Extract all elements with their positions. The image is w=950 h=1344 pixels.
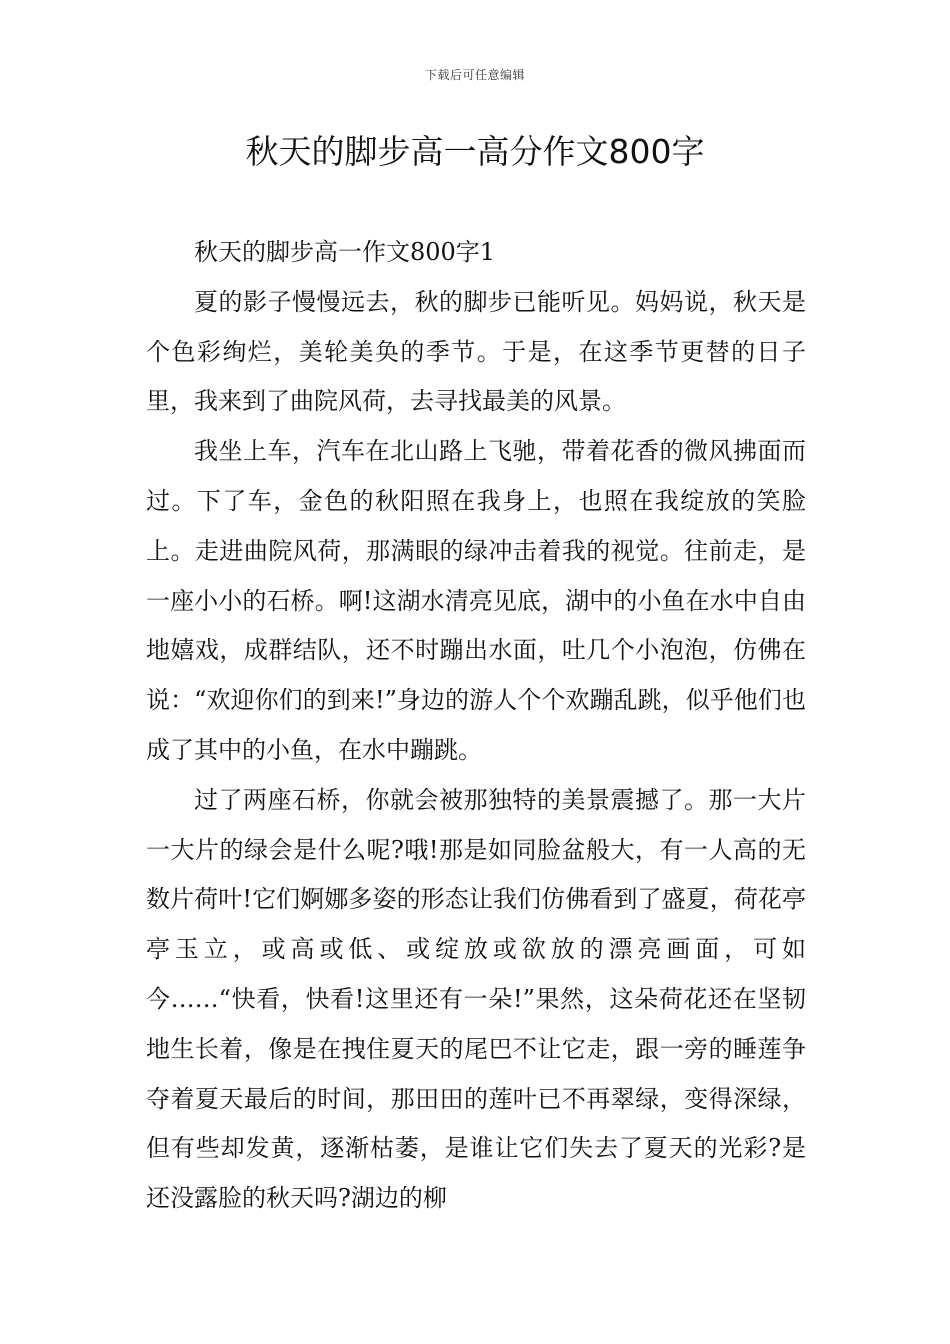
paragraph: 过了两座石桥，你就会被那独特的美景震撼了。那一大片一大片的绿会是什么呢?哦!那是如同脸盆般大，有一人高的无数片荷叶!它们婀娜多姿的形态让我们仿佛看到了盛夏，荷花亭亭玉立，或高或低、或绽放或欲放的漂亮画面，可如今……“快看，快看!这里还有一朵!”果然，这朵荷花还在坚韧地生长着，像是在拽住夏天的尾巴不让它走，跟一旁的睡莲争夺着夏天最后的时间，那田田的莲叶已不再翠绿，变得深绿，但有些却发黄，逐渐枯萎，是谁让它们失去了夏天的光彩?是还没露脸的秋天吗?湖边的柳 [146, 785, 806, 1213]
header-note: 下载后可任意编辑 [424, 68, 525, 82]
paragraph: 我坐上车，汽车在北山路上飞驰，带着花香的微风拂面而过。下了车，金色的秋阳照在我身上，也照在我绽放的笑脸上。走进曲院风荷，那满眼的绿冲击着我的视觉。往前走，是一座小小的石桥。啊!这湖水清亮见底，湖中的小鱼在水中自由地嬉戏，成群结队，还不时蹦出水面，吐几个小泡泡，仿佛在说：“欢迎你们的到来!”身边的游人个个欢蹦乱跳，似乎他们也成了其中的小鱼，在水中蹦跳。 [146, 437, 806, 764]
document-title: 秋天的脚步高一高分作文800字 [245, 132, 705, 171]
paragraph-subtitle: 秋天的脚步高一作文800字1 [194, 238, 496, 266]
document-body [146, 228, 806, 1224]
paragraph: 夏的影子慢慢远去，秋的脚步已能听见。妈妈说，秋天是个色彩绚烂，美轮美奂的季节。于是，在这季节更替的日子里，我来到了曲院风荷，去寻找最美的风景。 [146, 287, 806, 416]
